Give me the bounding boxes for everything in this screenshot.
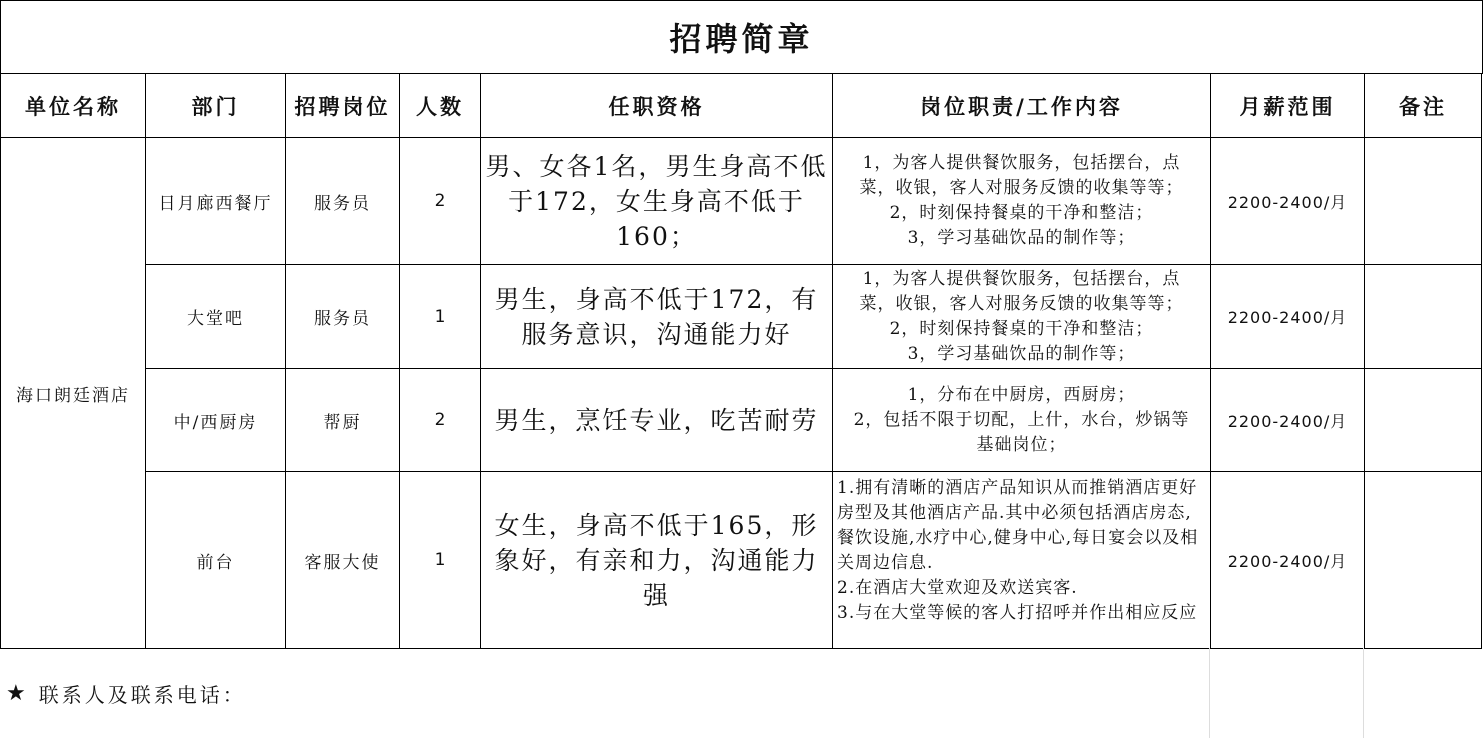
table-row: [1, 138, 1482, 265]
duty-line: 基础岗位；: [976, 434, 1067, 455]
note-cell: [1365, 472, 1482, 649]
position-cell: 服务员: [286, 265, 400, 369]
duty-line: 2.在酒店大堂欢迎及欢送宾客.: [837, 578, 1078, 598]
salary-cell: 2200-2400/月: [1211, 369, 1365, 472]
contact-footer: [0, 648, 1209, 738]
header-row: [1, 74, 1482, 138]
duty-line: 2，时刻保持餐桌的干净和整洁；: [889, 203, 1154, 223]
table-row: [1, 369, 1482, 472]
note-cell: [1365, 138, 1482, 265]
duty-line: 1，为客人提供餐饮服务，包括摆台，点: [862, 153, 1181, 173]
duty-line: 2，时刻保持餐桌的干净和整洁；: [889, 318, 1154, 339]
duties-cell: [833, 265, 1211, 369]
header-salary: 月薪范围: [1211, 74, 1365, 138]
duty-line: 2，包括不限于切配，上什，水台，炒锅等: [853, 409, 1190, 430]
contact-label: 联系人及联系电话：: [38, 682, 246, 707]
duties-cell: [833, 472, 1211, 649]
duty-line: 3，学习基础饮品的制作等；: [907, 343, 1136, 364]
qualification-cell: 男生，烹饪专业，吃苦耐劳: [481, 369, 833, 472]
duty-line: 菜，收银，客人对服务反馈的收集等等；: [859, 293, 1184, 314]
count-cell: 1: [400, 265, 481, 369]
department-cell: 大堂吧: [146, 265, 286, 369]
grid-divider: [1209, 648, 1210, 738]
department-cell: 中/西厨房: [146, 369, 286, 472]
duties-cell: [833, 138, 1211, 265]
position-cell: 客服大使: [286, 472, 400, 649]
duty-line: 3，学习基础饮品的制作等；: [907, 228, 1136, 248]
page-title: 招聘简章: [0, 0, 1483, 74]
duty-line: 3.与在大堂等候的客人打招呼并作出相应反应: [837, 603, 1198, 623]
recruitment-table: [0, 73, 1482, 649]
position-cell: 服务员: [286, 138, 400, 265]
header-count: 人数: [400, 74, 481, 138]
salary-cell: 2200-2400/月: [1211, 472, 1365, 649]
duty-line: 菜，收银，客人对服务反馈的收集等等；: [859, 178, 1184, 198]
note-cell: [1365, 369, 1482, 472]
qualification-cell: 女生，身高不低于165，形象好，有亲和力，沟通能力强: [481, 472, 833, 649]
qualification-cell: 男生，身高不低于172，有服务意识，沟通能力好: [481, 265, 833, 369]
duty-line: 1，分布在中厨房，西厨房；: [907, 384, 1136, 405]
star-icon: ★: [6, 680, 29, 706]
table-row: [1, 472, 1482, 649]
header-position: 招聘岗位: [286, 74, 400, 138]
count-cell: 1: [400, 472, 481, 649]
count-cell: 2: [400, 138, 481, 265]
salary-cell: 2200-2400/月: [1211, 265, 1365, 369]
count-cell: 2: [400, 369, 481, 472]
header-company: 单位名称: [1, 74, 146, 138]
department-cell: 日月廊西餐厅: [146, 138, 286, 265]
note-cell: [1365, 265, 1482, 369]
grid-divider: [1363, 648, 1364, 738]
salary-cell: 2200-2400/月: [1211, 138, 1365, 265]
company-name: 海口朗廷酒店: [1, 138, 146, 649]
duty-line: 1.拥有清晰的酒店产品知识从而推销酒店更好房型及其他酒店产品.其中必须包括酒店房态,餐饮设施,水疗中心,健身中心,每日宴会以及相关周边信息.: [837, 478, 1199, 573]
header-note: 备注: [1365, 74, 1482, 138]
department-cell: 前台: [146, 472, 286, 649]
qualification-cell: 男、女各1名，男生身高不低于172，女生身高不低于160；: [481, 138, 833, 265]
duty-line: 1，为客人提供餐饮服务，包括摆台，点: [862, 268, 1181, 289]
table-row: [1, 265, 1482, 369]
duties-cell: [833, 369, 1211, 472]
header-department: 部门: [146, 74, 286, 138]
position-cell: 帮厨: [286, 369, 400, 472]
header-duties: 岗位职责/工作内容: [833, 74, 1211, 138]
header-qualification: 任职资格: [481, 74, 833, 138]
